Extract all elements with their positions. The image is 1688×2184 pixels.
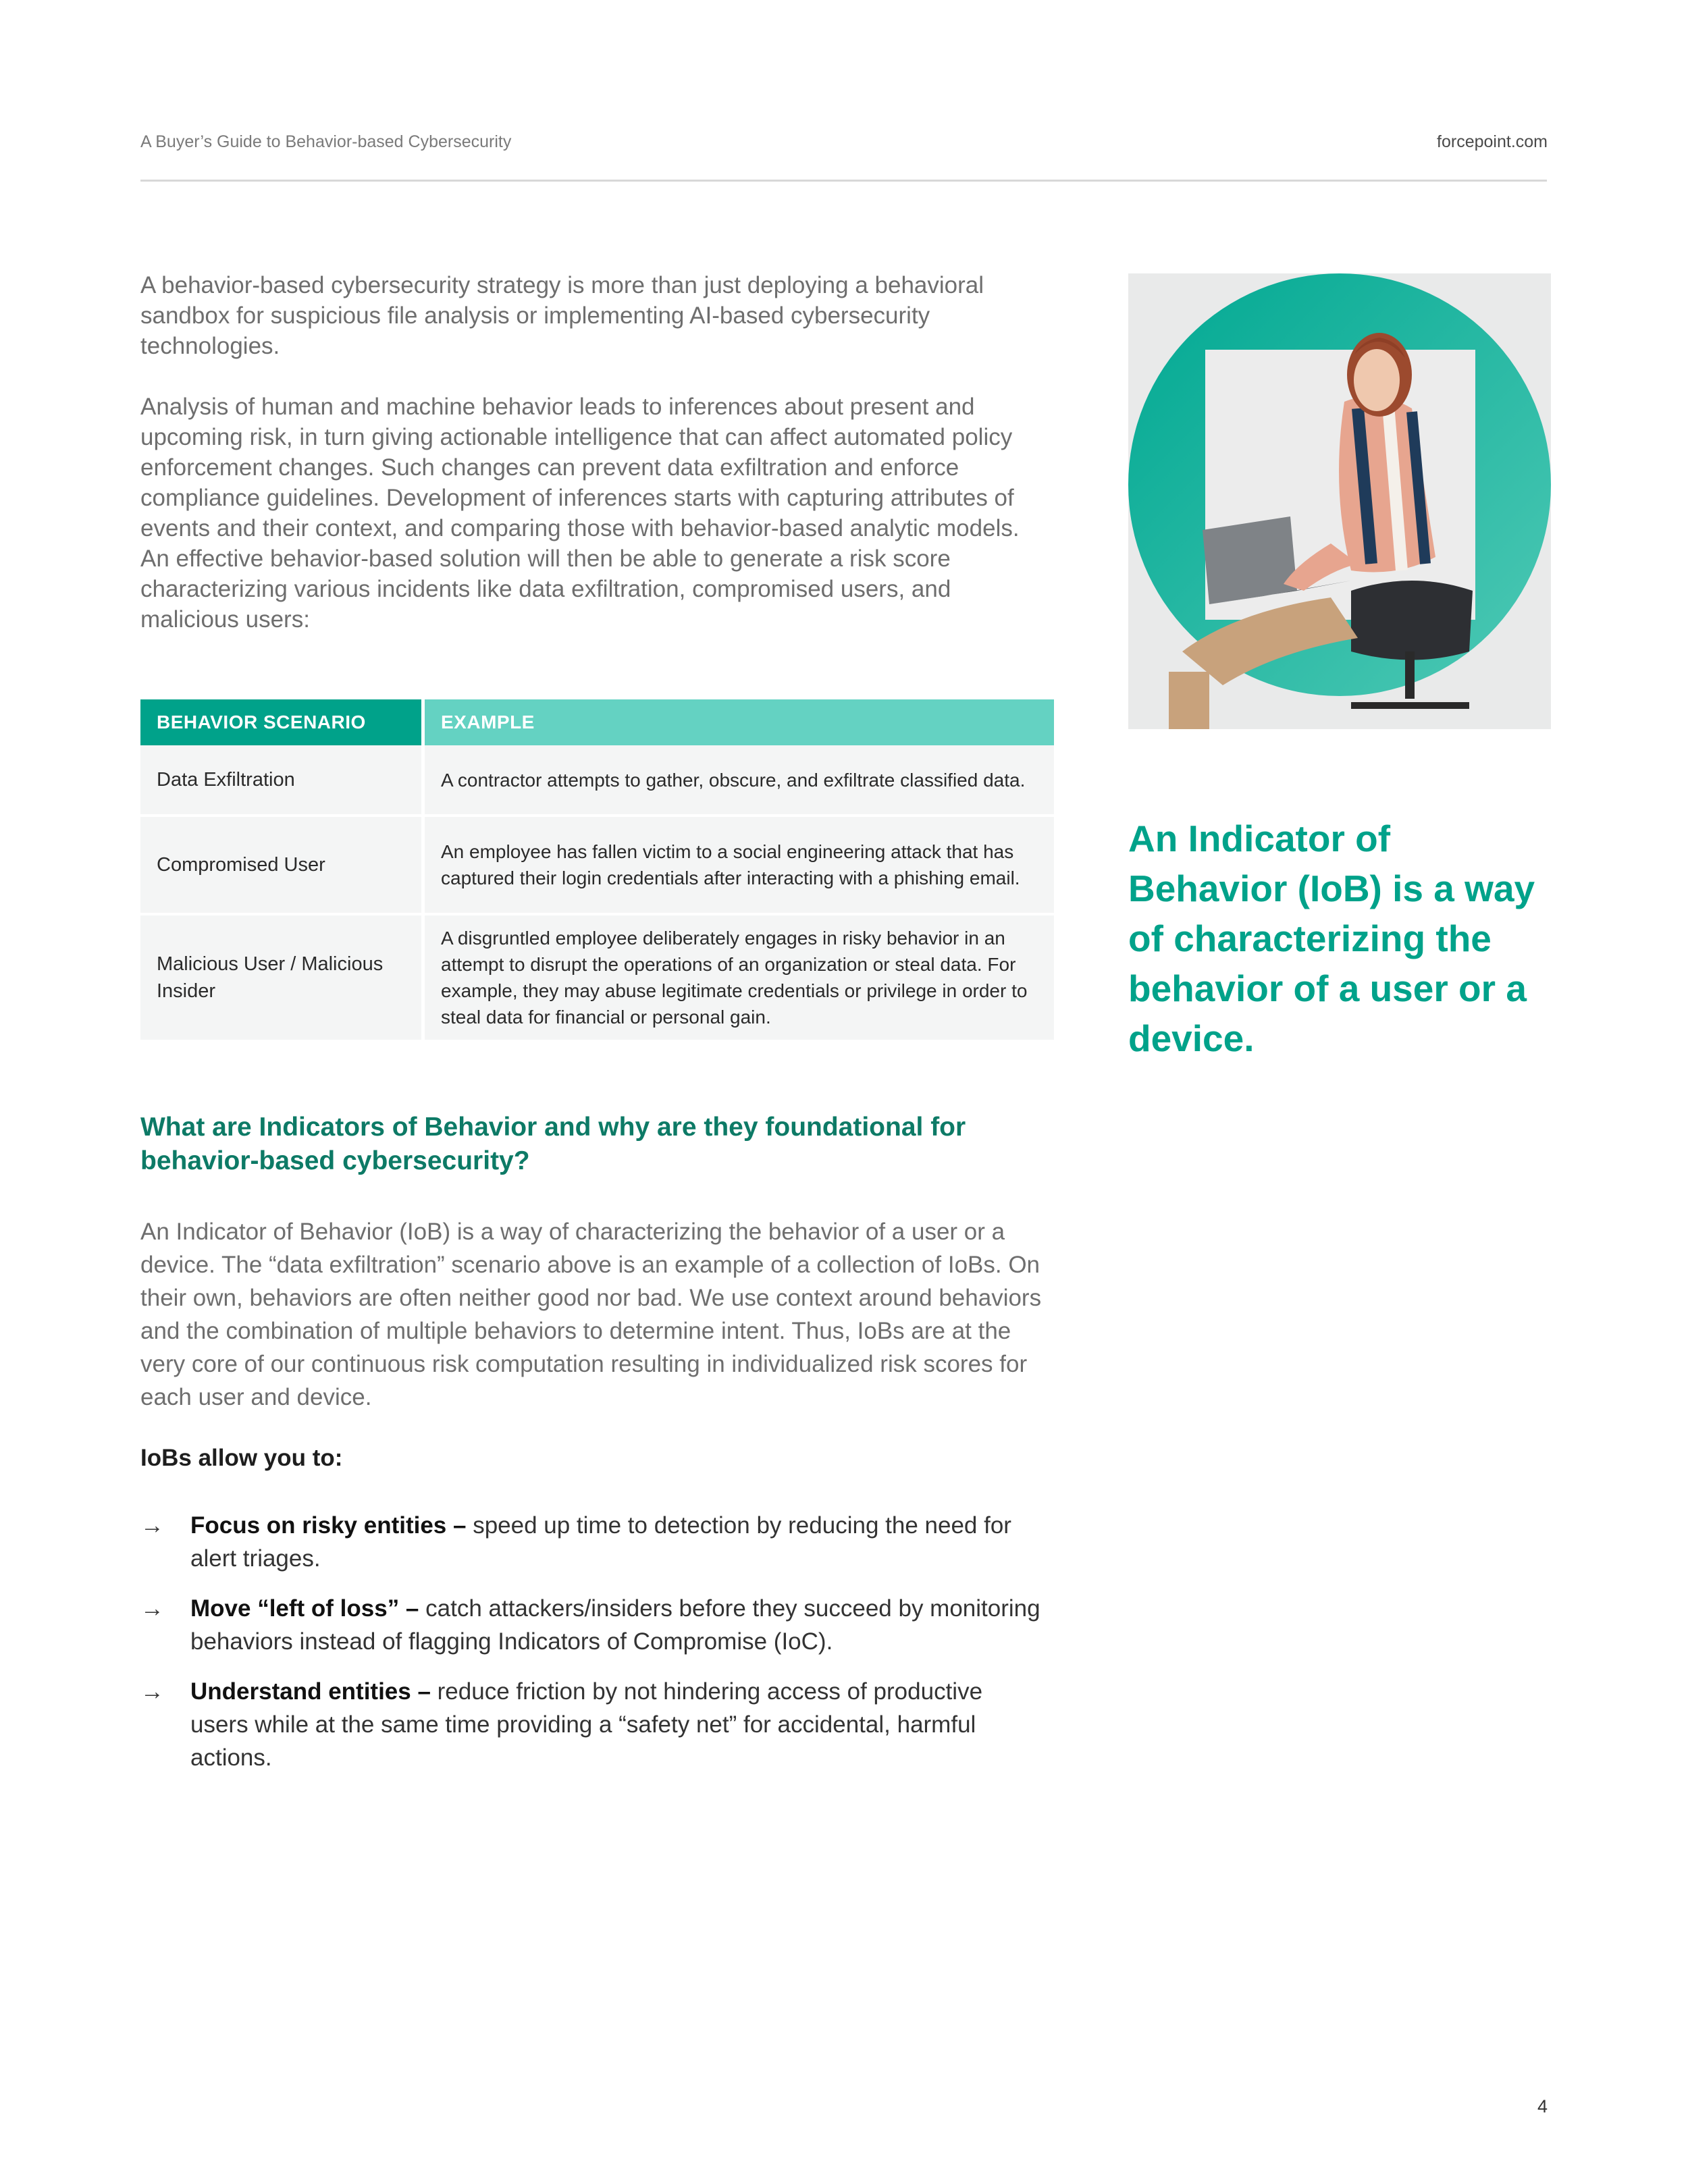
table-cell-scenario: Malicious User / Malicious Insider	[140, 915, 425, 1042]
list-item-title: Focus on risky entities –	[190, 1512, 467, 1539]
benefit-list	[140, 1509, 1045, 1791]
woman-with-laptop-illustration	[1128, 273, 1551, 729]
table-cell-example: An employee has fallen victim to a social engineering attack that has captured their login credentials after interacting with a phishing email.	[425, 817, 1054, 915]
table-header-scenario: BEHAVIOR SCENARIO	[140, 699, 425, 745]
section-body: An Indicator of Behavior (IoB) is a way of characterizing the behavior of a user or a device. The “data exfiltration” scenario above is an example of a collection of IoBs. On their own, behaviors are often neither good nor bad. We use context around behaviors and the combination of multiple behaviors to determine intent. Thus, IoBs are at the very core of our continuous risk computation resulting in individualized risk scores for each user and device.	[140, 1219, 1042, 1410]
table-cell-scenario: Compromised User	[140, 817, 425, 915]
table-header-example: EXAMPLE	[425, 699, 1054, 745]
intro-paragraph-2: Analysis of human and machine behavior leads to inferences about present and upcoming risk, in turn giving actionable intelligence that can affect automated policy enforcement changes. Such changes can prevent data exfiltration and enforce compliance guidelines. Development of inferences starts with capturing attributes of events and their context, and comparing those with behavior-based analytic models. An effective behavior-based solution will then be able to generate a risk score characterizing various incidents like data exfiltration, compromised users, and malicious users:	[140, 394, 1020, 633]
table-header-row	[140, 699, 1054, 745]
list-item-text: reduce friction by not hindering access of productive users while at the same time providing a “safety net” for accidental, harmful actions.	[190, 1678, 983, 1771]
table-row	[140, 817, 1054, 915]
table-row	[140, 745, 1054, 817]
section-heading: What are Indicators of Behavior and why are they foundational for behavior-based cybersecurity?	[140, 1113, 966, 1175]
intro-paragraph-1: A behavior-based cybersecurity strategy is more than just deploying a behavioral sandbox for suspicious file analysis or implementing AI-based cybersecurity technologies.	[140, 272, 984, 359]
arrow-right-icon: →	[140, 1512, 164, 1539]
list-item-text: speed up time to detection by reducing the need for alert triages.	[190, 1512, 1011, 1572]
arrow-right-icon: →	[140, 1595, 164, 1622]
header-divider	[140, 180, 1547, 182]
arrow-right-icon: →	[140, 1678, 164, 1705]
running-header-title: A Buyer’s Guide to Behavior-based Cybersecurity	[140, 132, 512, 151]
list-item-title: Understand entities –	[190, 1678, 431, 1705]
list-item	[140, 1509, 1045, 1575]
page-number: 4	[1537, 2096, 1548, 2116]
table-row	[140, 915, 1054, 1042]
pull-quote: An Indicator of Behavior (IoB) is a way of characterizing the behavior of a user or a device.	[1128, 818, 1535, 1059]
list-item	[140, 1592, 1045, 1658]
list-item	[140, 1675, 1045, 1774]
hero-photo	[1128, 273, 1551, 729]
list-item-text: catch attackers/insiders before they succeed by monitoring behaviors instead of flagging Indicators of Compromise (IoC).	[190, 1595, 1040, 1655]
behavior-scenario-table	[140, 699, 1054, 1042]
running-header-site[interactable]: forcepoint.com	[1437, 132, 1548, 151]
table-cell-scenario: Data Exfiltration	[140, 745, 425, 817]
table-cell-example: A disgruntled employee deliberately engages in risky behavior in an attempt to disrupt the operations of an organization or steal data. For example, they may abuse legitimate credentials or privilege in order to steal data for financial or personal gain.	[425, 915, 1054, 1042]
table-cell-example: A contractor attempts to gather, obscure, and exfiltrate classified data.	[425, 745, 1054, 817]
bullets-lead: IoBs allow you to:	[140, 1445, 343, 1471]
list-item-title: Move “left of loss” –	[190, 1595, 419, 1622]
